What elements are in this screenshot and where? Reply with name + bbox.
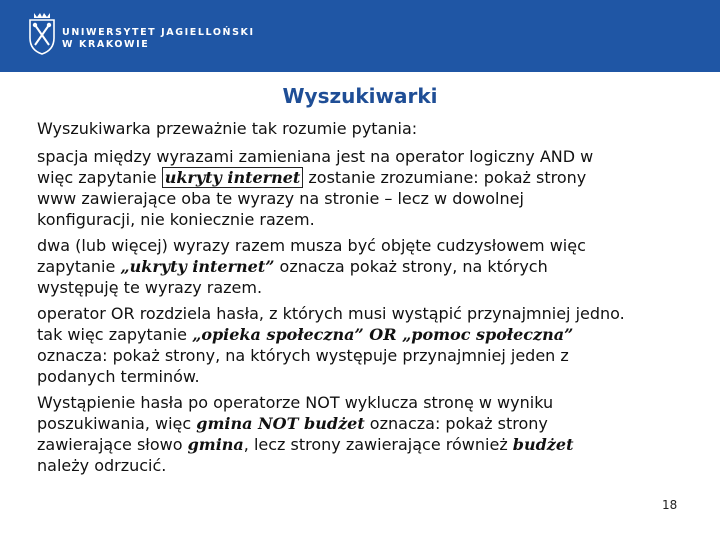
term-budzet: budżet — [512, 435, 574, 454]
term-gmina: gmina — [187, 435, 244, 454]
text-line: dwa (lub więcej) wyrazy razem musza być objęte cudzysłowem więc — [37, 236, 586, 255]
text-line: , lecz strony zawierające również — [243, 435, 513, 454]
text-line: Wystąpienie hasła po operatorze NOT wyklucza stronę w wyniku — [37, 393, 554, 412]
text-line: więc zapytanie — [37, 168, 162, 187]
text-line: zapytanie — [37, 257, 121, 276]
university-name-line2: W KRAKOWIE — [62, 39, 150, 50]
text-line: www zawierające oba te wyrazy na stronie – lecz w dowolnej — [37, 189, 524, 208]
query-example-and: ukryty internet — [162, 167, 304, 188]
text-line: zostanie zrozumiane: pokaż strony — [303, 168, 587, 187]
paragraph-and — [37, 146, 697, 230]
text-line: oznacza pokaż strony, na których — [274, 257, 548, 276]
slide-title: Wyszukiwarki — [282, 84, 438, 108]
text-line: podanych terminów. — [37, 367, 200, 386]
query-example-not: gmina NOT budżet — [196, 414, 365, 433]
text-line: operator OR rozdziela hasła, z których musi wystąpić przynajmniej jedno. — [37, 304, 625, 323]
text-line: występuję te wyrazy razem. — [37, 278, 263, 297]
slide-body — [37, 118, 697, 476]
university-name-line1: UNIWERSYTET JAGIELLOŃSKI — [62, 27, 255, 38]
text-line: tak więc zapytanie — [37, 325, 193, 344]
text-line: oznacza: pokaż strony, na których występuje przynajmniej jeden z — [37, 346, 569, 365]
paragraph-not — [37, 392, 697, 476]
page-number: 18 — [662, 498, 678, 512]
paragraph-phrase — [37, 235, 697, 298]
text-line: zawierające słowo — [37, 435, 188, 454]
query-example-or: „opieka społeczna” OR „pomoc społeczna” — [192, 325, 574, 344]
text-line: poszukiwania, więc — [37, 414, 197, 433]
text-line: konfiguracji, nie koniecznie razem. — [37, 210, 315, 229]
paragraph-or — [37, 303, 697, 387]
paragraph-intro: Wyszukiwarka przeważnie tak rozumie pytania: — [37, 119, 418, 138]
text-line: oznacza: pokaż strony — [364, 414, 548, 433]
header-bar — [0, 0, 720, 72]
university-name — [62, 27, 255, 51]
uj-crest-icon — [28, 12, 56, 56]
text-line: spacja między wyrazami zamieniana jest na operator logiczny AND w — [37, 147, 594, 166]
query-example-phrase: „ukryty internet” — [120, 257, 275, 276]
text-line: należy odrzucić. — [37, 456, 167, 475]
